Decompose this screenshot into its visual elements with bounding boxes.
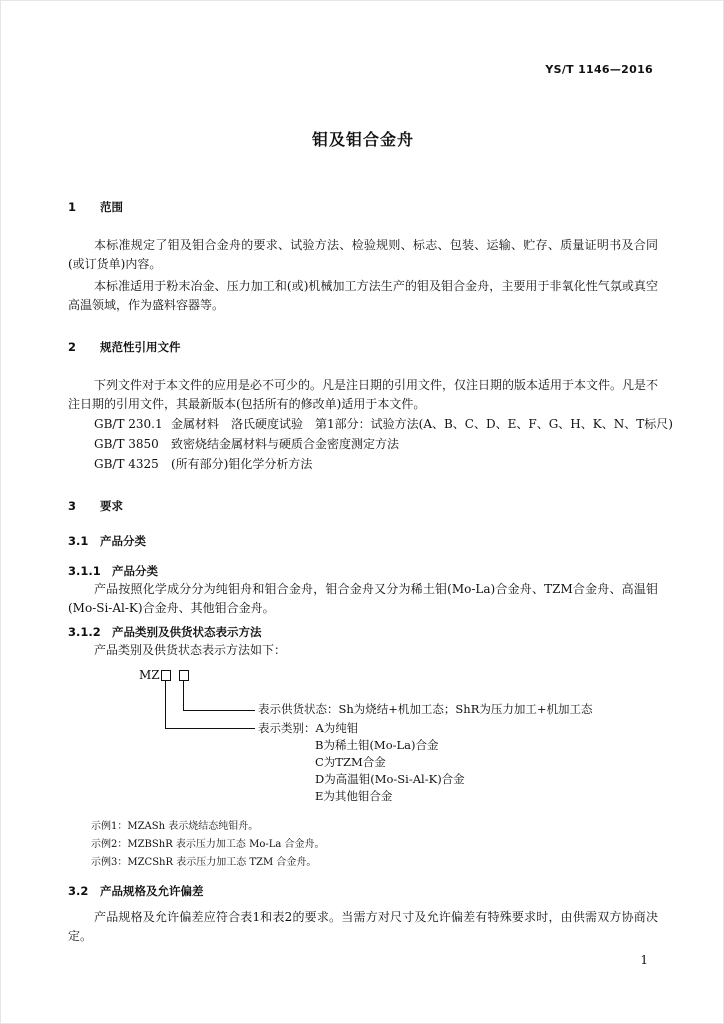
scope-paragraph-2: 本标准适用于粉末冶金、压力加工和(或)机械加工方法生产的钼及钼合金舟，主要用于非氧化性气氛或真空高温领域，作为盛料容器等。	[68, 279, 658, 312]
specification-paragraph: 产品规格及允许偏差应符合表1和表2的要求。当需方对尺寸及允许偏差有特殊要求时，由供需双方协商决定。	[68, 910, 658, 943]
designation-prefix: MZ	[139, 668, 160, 682]
state-description: 表示供货状态：Sh为烧结+机加工态；ShR为压力加工+机加工态	[258, 702, 593, 716]
section-number: 3.1.1	[68, 564, 101, 578]
reference-title: 致密烧结金属材料与硬质合金密度测定方法	[171, 437, 400, 451]
reference-item	[94, 415, 673, 434]
category-item: B为稀土钼(Mo-La)合金	[315, 738, 439, 752]
section-number: 3	[68, 499, 77, 513]
subsection-heading-designation	[68, 624, 262, 640]
subsection-heading-specifications	[68, 883, 204, 899]
state-leader-vertical	[183, 680, 184, 710]
section-number: 1	[68, 200, 77, 214]
section-heading-scope	[68, 199, 123, 215]
section-title: 产品规格及允许偏差	[100, 884, 204, 898]
reference-code: GB/T 4325	[94, 457, 159, 471]
section-title: 产品分类	[100, 534, 146, 548]
document-title: 钼及钼合金舟	[311, 130, 414, 149]
example-note: 示例3：MZCShR 表示压力加工态 TZM 合金舟。	[91, 857, 317, 868]
section-number: 3.1	[68, 534, 89, 548]
section-heading-references	[68, 339, 181, 355]
category-leader-horizontal	[165, 728, 255, 729]
reference-item	[94, 455, 312, 474]
reference-title: (所有部分)钼化学分析方法	[171, 457, 313, 471]
section-title: 产品类别及供货状态表示方法	[112, 625, 262, 639]
designation-intro: 产品类别及供货状态表示方法如下：	[94, 643, 287, 657]
reference-code: GB/T 230.1	[94, 417, 163, 431]
reference-code: GB/T 3850	[94, 437, 159, 451]
state-leader-horizontal	[183, 710, 255, 711]
subsection-heading-classification-detail	[68, 563, 158, 579]
subsection-heading-classification	[68, 533, 146, 549]
standard-number: YS/T 1146—2016	[545, 63, 653, 76]
section-title: 产品分类	[112, 564, 158, 578]
example-note: 示例1：MZASh 表示烧结态纯钼舟。	[91, 821, 259, 832]
category-description: 表示类别：A为纯钼	[258, 721, 359, 735]
section-number: 3.2	[68, 884, 89, 898]
page-number: 1	[640, 953, 648, 967]
section-number: 3.1.2	[68, 625, 101, 639]
category-placeholder-box	[161, 670, 171, 681]
category-item: D为高温钼(Mo-Si-Al-K)合金	[315, 772, 465, 786]
example-note: 示例2：MZBShR 表示压力加工态 Mo-La 合金舟。	[91, 839, 325, 850]
category-item: C为TZM合金	[315, 755, 386, 769]
scope-paragraph-1: 本标准规定了钼及钼合金舟的要求、试验方法、检验规则、标志、包装、运输、贮存、质量证明书及合同(或订货单)内容。	[68, 238, 658, 271]
classification-paragraph: 产品按照化学成分分为纯钼舟和钼合金舟，钼合金舟又分为稀土钼(Mo-La)合金舟、TZM合金舟、高温钼(Mo-Si-Al-K)合金舟、其他钼合金舟。	[68, 582, 658, 615]
section-number: 2	[68, 340, 77, 354]
reference-item	[94, 435, 399, 454]
section-title: 规范性引用文件	[100, 340, 181, 354]
reference-title: 金属材料 洛氏硬度试验 第1部分：试验方法(A、B、C、D、E、F、G、H、K、N、T标尺)	[171, 417, 673, 431]
state-placeholder-box	[179, 670, 189, 681]
category-item: E为其他钼合金	[315, 789, 393, 803]
category-leader-vertical	[165, 680, 166, 728]
references-intro: 下列文件对于本文件的应用是必不可少的。凡是注日期的引用文件，仅注日期的版本适用于本文件。凡是不注日期的引用文件，其最新版本(包括所有的修改单)适用于本文件。	[68, 378, 659, 411]
section-title: 范围	[100, 200, 123, 214]
section-title: 要求	[100, 499, 123, 513]
section-heading-requirements	[68, 498, 123, 514]
